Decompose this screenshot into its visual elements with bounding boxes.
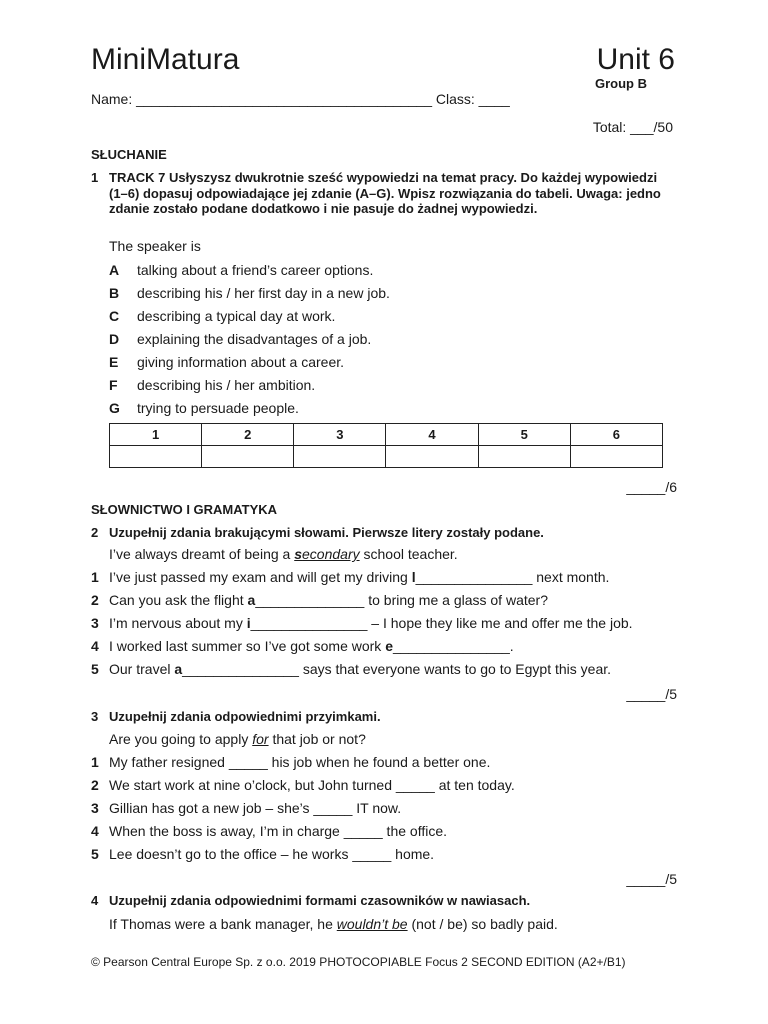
task-2-score: _____/5 xyxy=(626,686,677,702)
option-item: F describing his / her ambition. xyxy=(109,377,316,393)
answer-blank[interactable]: _______________. xyxy=(393,638,514,654)
task-3-example: Are you going to apply for that job or not? xyxy=(109,731,366,747)
task-2-instruction-block xyxy=(91,525,671,541)
item-sentence[interactable]: Lee doesn’t go to the office – he works _____ home. xyxy=(109,846,435,862)
gap-fill-item: 4 When the boss is away, I’m in charge _____ the office. xyxy=(91,823,448,839)
task-4-instruction-block xyxy=(91,893,671,909)
task-4-example: If Thomas were a bank manager, he wouldn’t be (not / be) so badly paid. xyxy=(109,916,558,932)
option-item: E giving information about a career. xyxy=(109,354,345,370)
option-item: D explaining the disadvantages of a job. xyxy=(109,331,372,347)
gap-fill-item: 1 I’ve just passed my exam and will get my driving l_______________ next month. xyxy=(91,569,610,585)
answer-blank[interactable]: _______________ next month. xyxy=(415,569,610,585)
item-sentence[interactable]: We start work at nine o’clock, but John turned _____ at ten today. xyxy=(109,777,515,793)
gap-fill-item: 3 Gillian has got a new job – she’s _____ IT now. xyxy=(91,800,402,816)
task-3-instruction-block xyxy=(91,709,671,725)
group-label: Group B xyxy=(595,76,647,91)
section-heading-listening: SŁUCHANIE xyxy=(91,147,167,162)
gap-fill-item: 3 I’m nervous about my i_______________ – I hope they like me and offer me the job. xyxy=(91,615,633,631)
answer-table-header-row xyxy=(110,424,663,446)
answer-blank[interactable]: _______________ says that everyone wants to go to Egypt this year. xyxy=(182,661,612,677)
example-answer: wouldn’t be xyxy=(336,916,408,932)
example-answer: for xyxy=(252,731,269,747)
task-instruction: Uzupełnij zdania brakującymi słowami. Pierwsze litery zostały podane. xyxy=(109,525,544,540)
gap-fill-item: 2 Can you ask the flight a______________ to bring me a glass of water? xyxy=(91,592,548,608)
task-instruction: Uzupełnij zdania odpowiednimi formami czasowników w nawiasach. xyxy=(109,893,531,908)
answer-table-header: 6 xyxy=(570,424,662,446)
answer-cell[interactable] xyxy=(478,446,570,468)
answer-table-header: 2 xyxy=(202,424,294,446)
gap-fill-item: 1 My father resigned _____ his job when he found a better one. xyxy=(91,754,491,770)
task-1-score: _____/6 xyxy=(626,479,677,495)
task-number: 2 xyxy=(91,525,99,540)
answer-table-header: 5 xyxy=(478,424,570,446)
option-item: A talking about a friend’s career options. xyxy=(109,262,374,278)
document-title: MiniMatura xyxy=(91,43,240,76)
name-class-line: Name: ______________________________________ Class: ____ xyxy=(91,91,510,107)
task-instruction: Uzupełnij zdania odpowiednimi przyimkami. xyxy=(109,709,381,724)
task-number: 3 xyxy=(91,709,99,724)
total-score: Total: ___/50 xyxy=(592,119,673,135)
task-2-example: I’ve always dreamt of being a secondary school teacher. xyxy=(109,546,458,562)
answer-cell[interactable] xyxy=(294,446,386,468)
gap-fill-item: 4 I worked last summer so I’ve got some work e_______________. xyxy=(91,638,514,654)
answer-cell[interactable] xyxy=(110,446,202,468)
gap-fill-item: 5 Lee doesn’t go to the office – he works _____ home. xyxy=(91,846,435,862)
answer-table-header: 1 xyxy=(110,424,202,446)
task-instruction: TRACK 7 Usłyszysz dwukrotnie sześć wypowiedzi na temat pracy. Do każdej wypowiedzi (1–6) dopasuj odpowiadające jej zdanie (A–G). Wpisz rozwiązania do tabeli. Uwaga: jedno zdanie zostało podane dodatkowo i nie pasuje do żadnej wypowiedzi. xyxy=(109,170,661,216)
gap-fill-item: 5 Our travel a_______________ says that everyone wants to go to Egypt this year. xyxy=(91,661,612,677)
task-3-score: _____/5 xyxy=(626,871,677,887)
gap-fill-item: 2 We start work at nine o’clock, but John turned _____ at ten today. xyxy=(91,777,515,793)
section-heading-vocabulary-grammar: SŁOWNICTWO I GRAMATYKA xyxy=(91,502,278,517)
answer-table xyxy=(109,423,663,468)
task-1-stem: The speaker is xyxy=(109,238,201,254)
task-number: 1 xyxy=(91,170,99,185)
task-number: 4 xyxy=(91,893,99,908)
answer-cell[interactable] xyxy=(386,446,478,468)
item-sentence[interactable]: When the boss is away, I’m in charge _____ the office. xyxy=(109,823,448,839)
item-sentence[interactable]: Gillian has got a new job – she’s _____ IT now. xyxy=(109,800,402,816)
example-answer: secondary xyxy=(294,546,360,562)
task-1-instruction-block xyxy=(91,170,671,217)
item-sentence[interactable]: My father resigned _____ his job when he found a better one. xyxy=(109,754,491,770)
option-item: B describing his / her first day in a new job. xyxy=(109,285,390,301)
answer-table-blank-row xyxy=(110,446,663,468)
answer-blank[interactable]: ______________ to bring me a glass of water? xyxy=(255,592,548,608)
option-item: G trying to persuade people. xyxy=(109,400,299,416)
answer-cell[interactable] xyxy=(202,446,294,468)
answer-cell[interactable] xyxy=(570,446,662,468)
unit-label: Unit 6 xyxy=(596,43,675,76)
option-item: C describing a typical day at work. xyxy=(109,308,336,324)
answer-table-header: 4 xyxy=(386,424,478,446)
copyright-footer: © Pearson Central Europe Sp. z o.o. 2019 PHOTOCOPIABLE Focus 2 SECOND EDITION (A2+/B1) xyxy=(91,955,626,969)
answer-blank[interactable]: _______________ – I hope they like me and offer me the job. xyxy=(250,615,633,631)
answer-table-header: 3 xyxy=(294,424,386,446)
